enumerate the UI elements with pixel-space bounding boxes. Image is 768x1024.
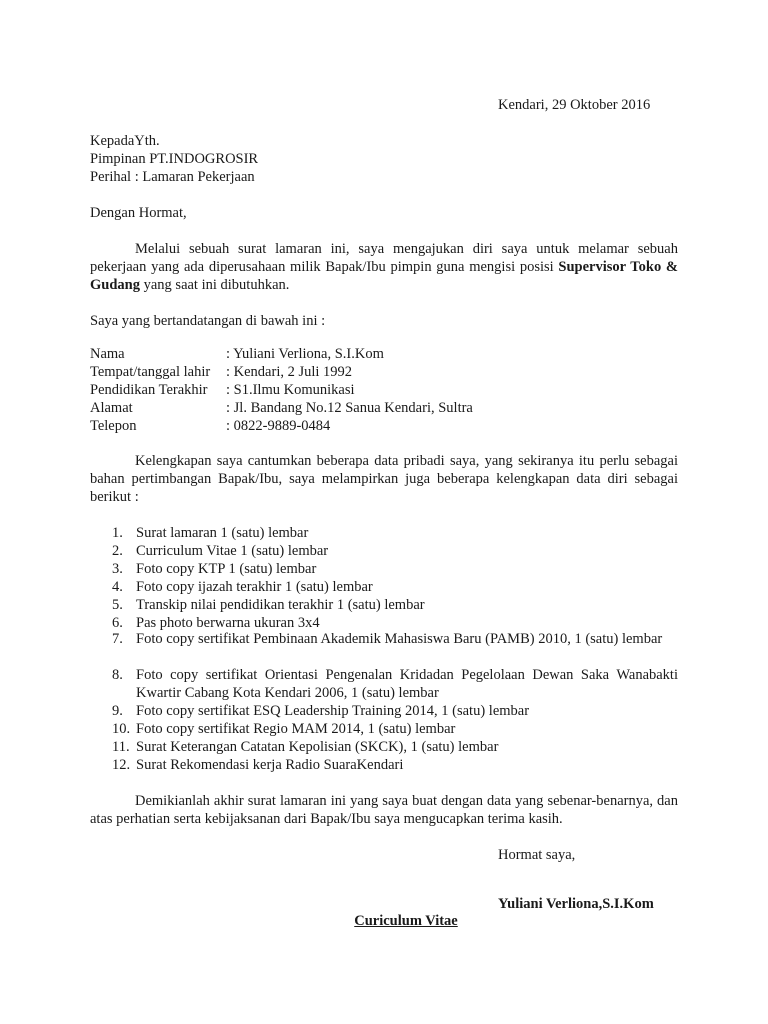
attachments-intro: [90, 452, 678, 506]
list-number: 12.: [112, 757, 131, 773]
intro-paragraph: [90, 240, 678, 294]
list-number: 7.: [112, 631, 123, 647]
list-text: Pas photo berwarna ukuran 3x4: [136, 615, 320, 631]
list-text: Foto copy sertifikat Pembinaan Akademik Mahasiswa Baru (PAMB) 2010, 1 (satu) lembar: [136, 631, 663, 647]
list-number: 11.: [112, 739, 130, 755]
list-text: Foto copy ijazah terakhir 1 (satu) lembar: [136, 579, 373, 595]
greeting: Dengan Hormat,: [90, 205, 187, 221]
list-text: Foto copy KTP 1 (satu) lembar: [136, 561, 317, 577]
cv-title: Curiculum Vitae: [354, 913, 458, 929]
list-text: Transkip nilai pendidikan terakhir 1 (satu) lembar: [136, 597, 425, 613]
place-date: Kendari, 29 Oktober 2016: [498, 97, 651, 113]
list-number: 1.: [112, 525, 123, 541]
list-text: Surat Rekomendasi kerja Radio SuaraKendari: [136, 757, 404, 773]
list-number: 10.: [112, 721, 131, 737]
applied-position: Supervisor Toko & Gudang: [90, 259, 678, 293]
list-text: Curriculum Vitae 1 (satu) lembar: [136, 543, 329, 559]
identity-label: Tempat/tanggal lahir: [90, 364, 211, 380]
list-text: Foto copy sertifikat ESQ Leadership Training 2014, 1 (satu) lembar: [136, 703, 530, 719]
recipient-line-1: KepadaYth.: [90, 133, 160, 149]
list-number: 8.: [112, 667, 123, 683]
identity-label: Telepon: [90, 418, 137, 434]
intro-text-after: yang saat ini dibutuhkan.: [139, 277, 290, 293]
cv-section: [0, 912, 768, 930]
identity-value: : Yuliani Verliona, S.I.Kom: [226, 346, 384, 362]
list-text: Foto copy sertifikat Orientasi Pengenalan Kridadan Pegelolaan Dewan Saka Wanabakti Kwartir Cabang Kota Kendari 2006, 1 (satu) lembar: [136, 667, 678, 701]
sign-off: Hormat saya,: [498, 847, 576, 863]
identity-value: : S1.Ilmu Komunikasi: [226, 382, 355, 398]
signature-name: Yuliani Verliona,S.I.Kom: [498, 896, 654, 912]
list-number: 6.: [112, 615, 123, 631]
identity-label: Alamat: [90, 400, 133, 416]
identity-value: : Jl. Bandang No.12 Sanua Kendari, Sultra: [226, 400, 473, 416]
identity-label: Pendidikan Terakhir: [90, 382, 208, 398]
subject-line: Perihal : Lamaran Pekerjaan: [90, 169, 255, 185]
list-number: 3.: [112, 561, 123, 577]
identity-value: : 0822-9889-0484: [226, 418, 331, 434]
list-text: Foto copy sertifikat Regio MAM 2014, 1 (satu) lembar: [136, 721, 456, 737]
intro-text-before: Melalui sebuah surat lamaran ini, saya mengajukan diri saya untuk melamar sebuah pekerjaan yang ada diperusahaan milik Bapak/Ibu pimpin guna mengisi posisi: [90, 241, 678, 275]
recipient-line-2: Pimpinan PT.INDOGROSIR: [90, 151, 259, 167]
identity-intro: Saya yang bertandatangan di bawah ini :: [90, 313, 326, 329]
identity-label: Nama: [90, 346, 125, 362]
list-text: Surat lamaran 1 (satu) lembar: [136, 525, 309, 541]
closing-text: Demikianlah akhir surat lamaran ini yang saya buat dengan data yang sebenar-benarnya, dan atas perhatian serta kebijaksanan dari Bapak/Ibu saya mengucapkan terima kasih.: [90, 793, 678, 827]
attachments-intro-text: Kelengkapan saya cantumkan beberapa data pribadi saya, yang sekiranya itu perlu sebagai bahan pertimbangan Bapak/Ibu, saya melampirkan juga beberapa kelengkapan data diri sebagai berikut :: [90, 453, 678, 505]
list-number: 9.: [112, 703, 123, 719]
closing-paragraph: [90, 792, 678, 828]
list-number: 5.: [112, 597, 123, 613]
list-number: 4.: [112, 579, 123, 595]
list-text: Surat Keterangan Catatan Kepolisian (SKCK), 1 (satu) lembar: [136, 739, 499, 755]
list-number: 2.: [112, 543, 123, 559]
identity-value: : Kendari, 2 Juli 1992: [226, 364, 353, 380]
